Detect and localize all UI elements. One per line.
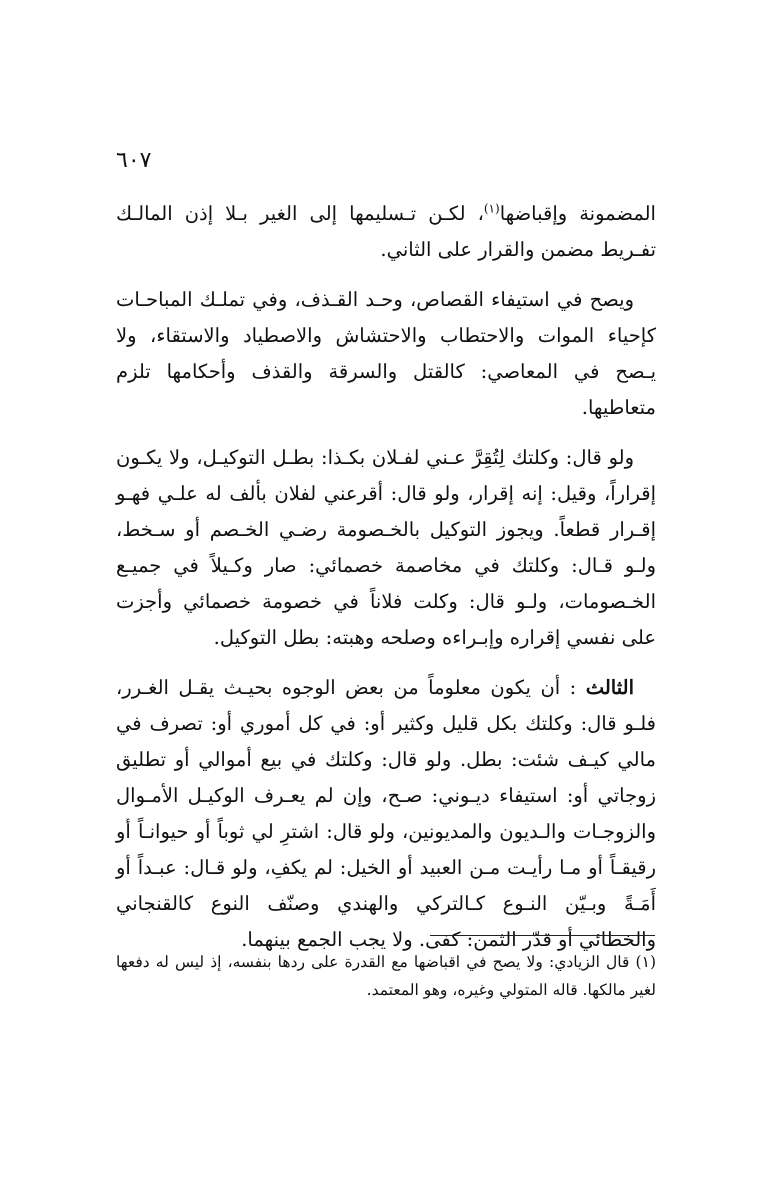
paragraph-2-text: ويصح في استيفاء القصاص، وحـد القـذف، وفي تملـك المباحـات كإحياء الموات والاحتطاب والاحتشاش والاصطياد والاستقاء، ولا يـصح في المعاصي: كالقتل والسرقة والقذف وأحكامها تلزم متعاطيها. xyxy=(116,288,656,419)
paragraph-4-text: : أن يكون معلوماً من بعض الوجوه بحيـث يقـل الغـرر، فلـو قال: وكلتك بكل قليل وكثير أو: في كل أموري أو: تصرف في مالي كيـف شئت: بطل. ولو قال: وكلتك في بيع أموالي أو تطليق زوجاتي أو: استيفاء ديـوني: صـح، وإن لم يعـرف الوكيـل الأمـوال والزوجـات والـديون والمديونين، ولو قال: اشترِ لي ثوباً أو حيوانـاً أو رقيقـاً أو مـا رأيـت مـن العبيد أو الخيل: لم يكفِ، ولو قـال: عبـداً أو أَمَـةً وبـيّن النـوع كـالتركي والهندي وصنّف النوع كالقنجاني والخطائي أو قدّر الثمن: كفى. ولا يجب الجمع بينهما. xyxy=(116,676,656,951)
paragraph-1-text-b: ، لكـن تـسليمها إلى الغير بـلا إذن المالـك تفـريط مضمن والقرار على الثاني. xyxy=(116,202,656,261)
footnote-separator xyxy=(430,935,655,936)
paragraph-1 xyxy=(116,196,656,268)
footnote-reference[interactable]: (١) xyxy=(483,201,500,216)
paragraph-1-text-a: المضمونة وإقباضها xyxy=(499,202,656,225)
footnotes xyxy=(116,948,656,1004)
paragraph-2 xyxy=(116,282,656,426)
page-number: ٦٠٧ xyxy=(116,148,152,173)
footnote-1-text: قال الزيادي: ولا يصح في اقباضها مع القدرة على ردها بنفسه، إذ ليس له دفعها لغير مالكها. قاله المتولي وغيره، وهو المعتمد. xyxy=(116,953,656,999)
footnote-1 xyxy=(116,948,656,1004)
main-text xyxy=(116,196,656,972)
footnote-1-marker: (١) xyxy=(635,953,656,971)
paragraph-4 xyxy=(116,670,656,958)
paragraph-3-text: ولو قال: وكلتك لِتُقِرَّ عـني لفـلان بكـذا: بطـل التوكيـل، ولا يكـون إقراراً، وقيل: إنه إقرار، ولو قال: أقرعني لفلان بألف له علـي فهـو إقـرار قطعاً. ويجوز التوكيل بالخـصومة رضـي الخـصم أو سـخط، ولـو قـال: وكلتك في مخاصمة خصمائي: صار وكـيلاً في جميـع الخـصومات، ولـو قال: وكلت فلاناً في خصومة خصمائي وأجزت على نفسي إقراره وإبـراءه وصلحه وهبته: بطل التوكيل. xyxy=(116,446,656,649)
paragraph-3 xyxy=(116,440,656,656)
paragraph-4-lead: الثالث xyxy=(585,676,634,699)
